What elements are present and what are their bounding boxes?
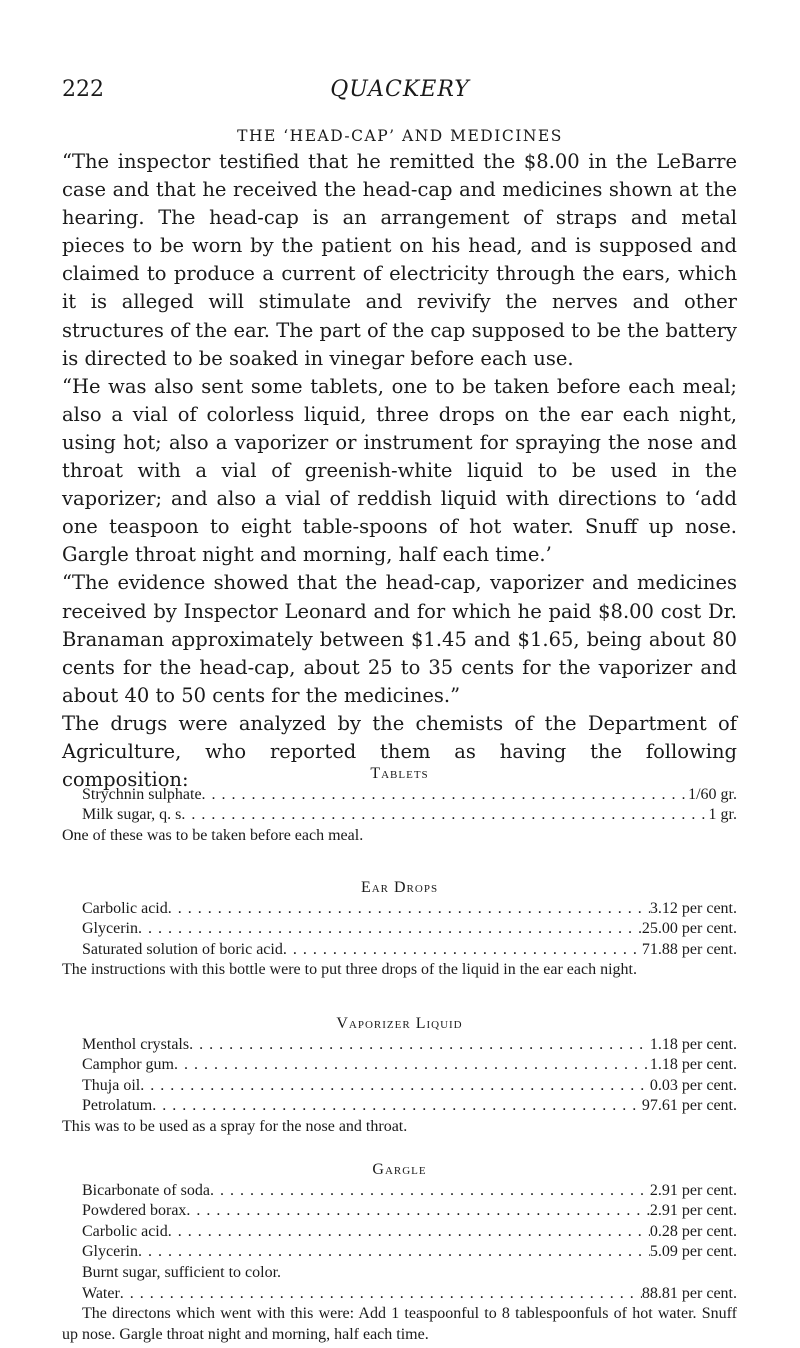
ingredient-value: 1.18 <box>649 1035 678 1053</box>
ingredient-name: Camphor gum <box>82 1056 174 1074</box>
table-row <box>62 1035 737 1056</box>
ingredient-value: 1/60 <box>688 785 717 803</box>
ingredient-unit: per cent. <box>681 1222 737 1240</box>
gargle-note: The directons which went with this were: Add 1 teaspoonful to 8 tablespoonfuls of hot water. Snuff up nose. Gargle throat night and morning, half each time. <box>62 1305 737 1343</box>
ingredient-value: 25.00 <box>641 920 678 938</box>
ingredient-unit: gr. <box>720 785 737 803</box>
tablets-heading: Tablets <box>370 765 429 782</box>
page-number: 222 <box>62 77 104 102</box>
ingredient-unit: per cent. <box>681 1056 737 1074</box>
ingredient-name: Powdered borax <box>82 1202 187 1220</box>
ear-drops-heading: Ear Drops <box>360 879 439 896</box>
ear-drops-section <box>62 878 737 981</box>
vaporizer-liquid-heading: Vaporizer Liquid <box>336 1015 463 1032</box>
ingredient-name: Menthol crystals <box>82 1035 190 1053</box>
ingredient-unit: per cent. <box>681 920 737 938</box>
ingredient-unit: per cent. <box>681 1035 737 1053</box>
table-row <box>62 1284 737 1305</box>
ingredient-value: 97.61 <box>641 1097 678 1115</box>
ingredient-value: 71.88 <box>641 940 678 958</box>
running-head: QUACKERY <box>330 77 470 102</box>
ingredient-unit: per cent. <box>681 1097 737 1115</box>
gargle-heading: Gargle <box>372 1161 427 1178</box>
ingredient-name: Water <box>82 1284 120 1302</box>
ingredient-value: 1 <box>708 806 717 824</box>
table-row <box>62 1055 737 1076</box>
table-row <box>62 1242 737 1263</box>
vaporizer-liquid-note: This was to be used as a spray for the nose and throat. <box>62 1117 408 1135</box>
ingredient-value: 88.81 <box>641 1284 678 1302</box>
ingredient-unit: per cent. <box>681 1076 737 1094</box>
table-row <box>62 919 737 940</box>
ear-drops-note: The instructions with this bottle were to put three drops of the liquid in the ear each night. <box>62 961 637 979</box>
ingredient-unit: per cent. <box>681 1202 737 1220</box>
ingredient-value: 0.28 <box>649 1222 678 1240</box>
ingredient-name: Strychnin sulphate <box>82 785 202 803</box>
ingredient-value: 5.09 <box>649 1243 678 1261</box>
ingredient-unit: per cent. <box>681 1243 737 1261</box>
ingredient-name: Milk sugar, q. s <box>82 806 182 824</box>
ingredient-name: Petrolatum <box>82 1097 153 1115</box>
paragraph: “The inspector testified that he remitted the $8.00 in the LeBarre case and that he received the head-cap and medicines shown at the hearing. The head-cap is an arrangement of straps and metal pieces to be worn by the patient on his head, and is supposed and claimed to produce a current of electricity through the ears, which it is alleged will stimulate and revivify the nerves and other structures of the ear. The part of the cap supposed to be the battery is directed to be soaked in vinegar before each use. <box>62 150 737 370</box>
ingredient-unit: per cent. <box>681 1181 737 1199</box>
table-row <box>62 1181 737 1202</box>
ingredient-unit: per cent. <box>681 1284 737 1302</box>
section-title: THE ‘HEAD-CAP’ AND MEDICINES <box>237 127 563 145</box>
ingredient-unit: gr. <box>720 806 737 824</box>
paragraph: “The evidence showed that the head-cap, vaporizer and medicines received by Inspector Leonard and for which he paid $8.00 cost Dr. Branaman approximately between $1.45 and $1.65, being about 80 cents for the head-cap, about 25 to 35 cents for the vaporizer and about 40 to 50 cents for the medicines.” <box>62 571 737 707</box>
ingredient-value: 1.18 <box>649 1056 678 1074</box>
table-row <box>62 1076 737 1097</box>
table-row <box>62 785 737 806</box>
table-row <box>62 1201 737 1222</box>
burnt-sugar-line: Burnt sugar, sufficient to color. <box>82 1263 282 1281</box>
ingredient-unit: per cent. <box>681 899 737 917</box>
ingredient-name: Saturated solution of boric acid <box>82 940 283 958</box>
ingredient-name: Thuja oil <box>82 1076 141 1094</box>
ingredient-name: Carbolic acid <box>82 1222 168 1240</box>
ingredient-name: Glycerin <box>82 1243 138 1261</box>
ingredient-value: 3.12 <box>649 899 678 917</box>
ingredient-name: Carbolic acid <box>82 899 168 917</box>
tablets-note: One of these was to be taken before each meal. <box>62 826 364 844</box>
ingredient-name: Glycerin <box>82 920 138 938</box>
vaporizer-liquid-section <box>62 1014 737 1138</box>
table-row <box>62 1096 737 1117</box>
table-row <box>62 940 737 961</box>
gargle-section <box>62 1160 737 1345</box>
ingredient-name: Bicarbonate of soda <box>82 1181 210 1199</box>
table-row <box>62 1222 737 1243</box>
ingredient-unit: per cent. <box>681 940 737 958</box>
ingredient-value: 0.03 <box>649 1076 678 1094</box>
ingredient-value: 2.91 <box>649 1181 678 1199</box>
body-text <box>62 148 737 794</box>
table-row <box>62 899 737 920</box>
paragraph: The drugs were analyzed by the chemists of the Department of Agriculture, who reported them as having the following composition: <box>62 711 737 792</box>
table-row <box>62 805 737 826</box>
paragraph: “He was also sent some tablets, one to be taken before each meal; also a vial of colorless liquid, three drops on the ear each night, using hot; also a vaporizer or instrument for spraying the nose and throat with a vial of greenish-white liquid to be used in the vaporizer; and also a vial of reddish liquid with directions to ‘add one teaspoon to eight table-spoons of hot water. Snuff up nose. Gargle throat night and morning, half each time.’ <box>62 374 737 567</box>
tablets-section <box>62 764 737 846</box>
ingredient-value: 2.91 <box>649 1202 678 1220</box>
